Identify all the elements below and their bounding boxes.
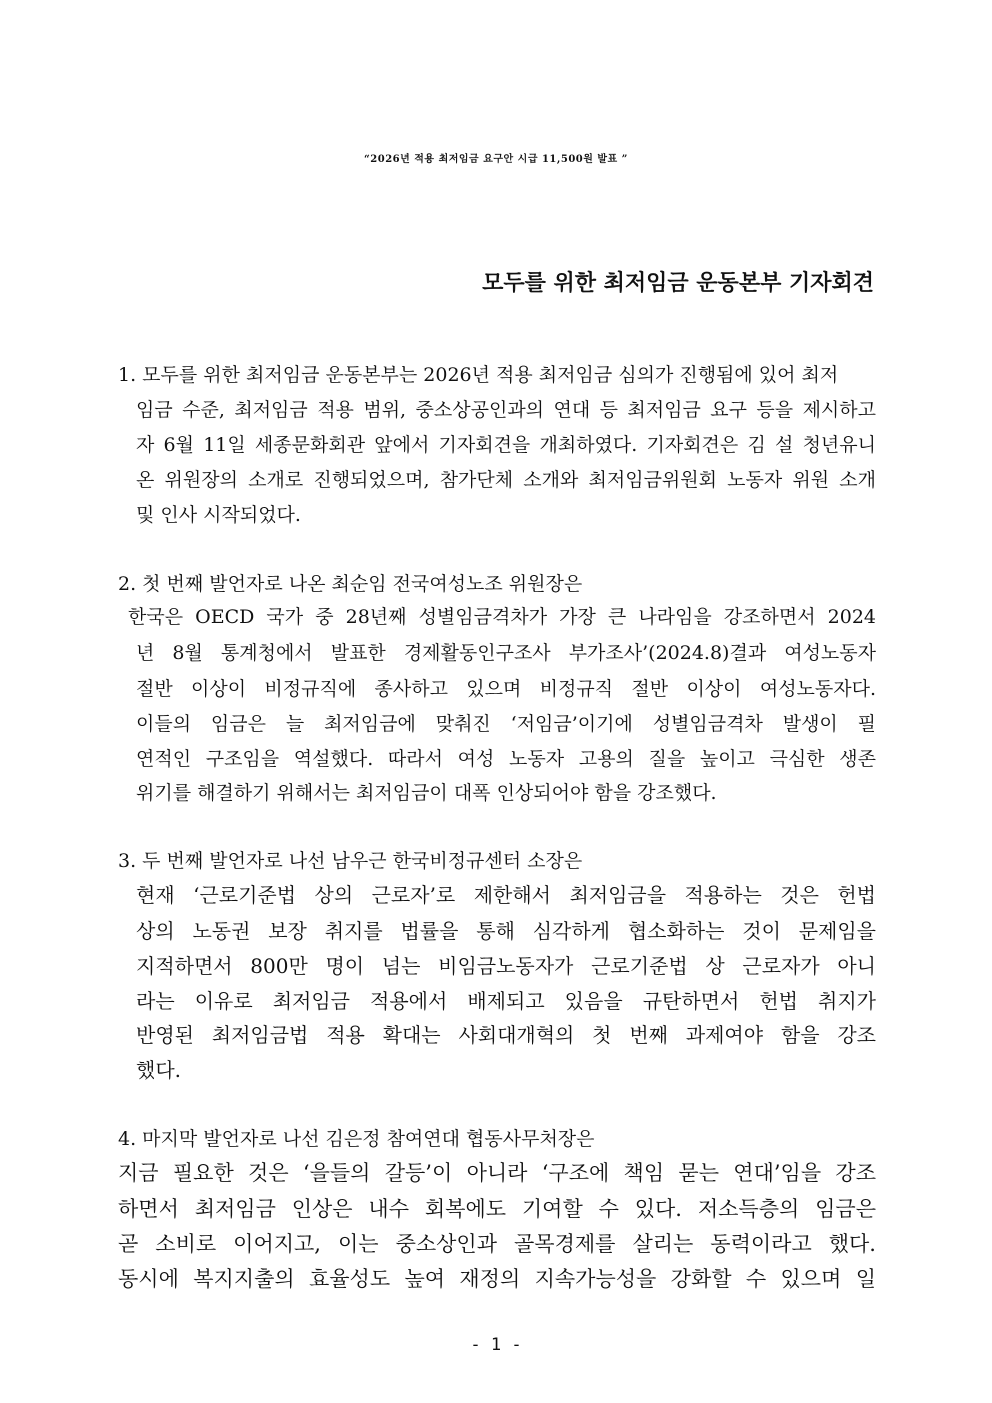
paragraph-line: 동시에 복지지출의 효율성도 높여 재정의 지속가능성을 강화할 수 있으며 일	[118, 1267, 876, 1291]
paragraph-line: 현재 ‘근로기준법 상의 근로자’로 제한해서 최저임금을 적용하는 것은 헌법	[136, 883, 876, 907]
paragraph-line: 이들의 임금은 늘 최저임금에 맞춰진 ‘저임금’이기에 성별임금격차 발생이 필	[136, 713, 876, 735]
paragraph-line: 지금 필요한 것은 ‘을들의 갈등’이 아니라 ‘구조에 책임 묻는 연대’임을 강조	[118, 1161, 876, 1185]
paragraph-heading: 4. 마지막 발언자로 나선 김은정 참여연대 협동사무처장은	[118, 1128, 595, 1150]
paragraph-line: 자 6월 11일 세종문화회관 앞에서 기자회견을 개최하였다. 기자회견은 김 설 청년유니	[136, 434, 876, 456]
paragraph-line: 임금 수준, 최저임금 적용 범위, 중소상공인과의 연대 등 최저임금 요구 등을 제시하고	[136, 399, 876, 421]
document-title: “2026년 적용 최저임금 요구안 시급 11,500원 발표 ”	[364, 154, 628, 165]
paragraph-line: 상의 노동권 보장 취지를 법률을 통해 심각하게 협소화하는 것이 문제임을	[136, 919, 876, 943]
paragraph-line: 지적하면서 800만 명이 넘는 비임금노동자가 근로기준법 상 근로자가 아니	[136, 954, 876, 978]
paragraph-line: 1. 모두를 위한 최저임금 운동본부는 2026년 적용 최저임금 심의가 진행됨에 있어 최저	[118, 364, 839, 386]
paragraph-line: 하면서 최저임금 인상은 내수 회복에도 기여할 수 있다. 저소득층의 임금은	[118, 1197, 876, 1221]
paragraph-line: 라는 이유로 최저임금 적용에서 배제되고 있음을 규탄하면서 헌법 취지가	[136, 989, 876, 1013]
paragraph-line: 및 인사 시작되었다.	[136, 504, 301, 526]
paragraph-line: 절반 이상이 비정규직에 종사하고 있으며 비정규직 절반 이상이 여성노동자다.	[136, 678, 876, 700]
document-subtitle: 모두를 위한 최저임금 운동본부 기자회견	[482, 270, 874, 296]
paragraph-heading: 2. 첫 번째 발언자로 나온 최순임 전국여성노조 위원장은	[118, 573, 583, 595]
paragraph-line: 반영된 최저임금법 적용 확대는 사회대개혁의 첫 번째 과제여야 함을 강조	[136, 1023, 876, 1047]
paragraph-line: 온 위원장의 소개로 진행되었으며, 참가단체 소개와 최저임금위원회 노동자 위원 소개	[136, 469, 876, 491]
paragraph-line: 곧 소비로 이어지고, 이는 중소상인과 골목경제를 살리는 동력이라고 했다.	[118, 1232, 876, 1256]
page-number: - 1 -	[470, 1335, 522, 1355]
paragraph-heading: 3. 두 번째 발언자로 나선 남우근 한국비정규센터 소장은	[118, 850, 583, 872]
paragraph-line: 했다.	[136, 1058, 181, 1082]
paragraph-line: 년 8월 통계청에서 발표한 경제활동인구조사 부가조사’(2024.8)결과 여성노동자	[136, 642, 876, 664]
paragraph-line: 위기를 해결하기 위해서는 최저임금이 대폭 인상되어야 함을 강조했다.	[136, 782, 717, 804]
paragraph-line: 한국은 OECD 국가 중 28년째 성별임금격차가 가장 큰 나라임을 강조하면서 2024	[128, 606, 876, 628]
paragraph-line: 연적인 구조임을 역설했다. 따라서 여성 노동자 고용의 질을 높이고 극심한 생존	[136, 748, 876, 770]
